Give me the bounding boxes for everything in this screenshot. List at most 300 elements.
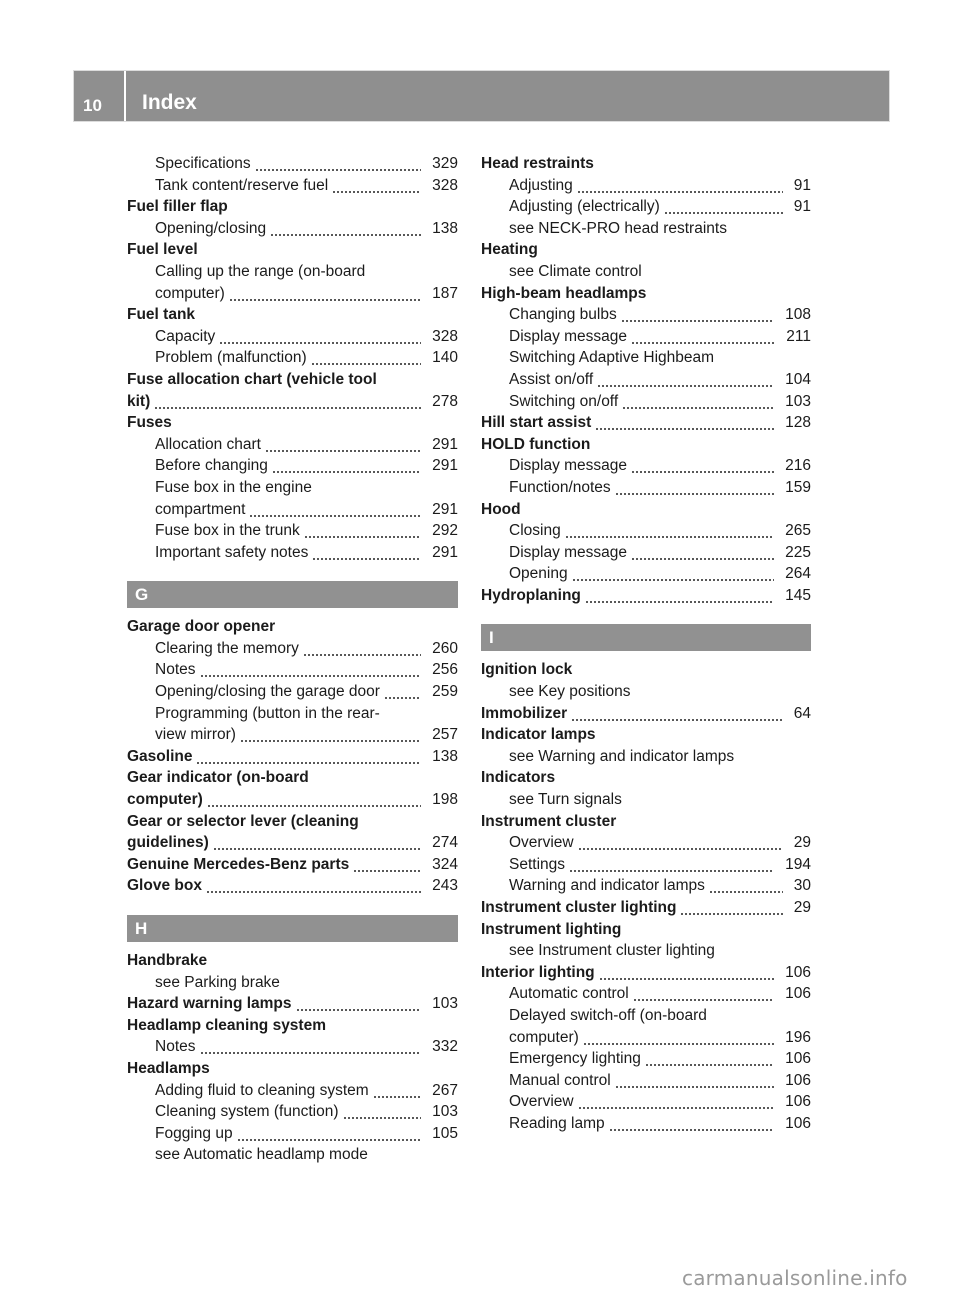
entry-label: computer) xyxy=(155,284,225,302)
dot-leader xyxy=(206,875,421,897)
entry-label: Overview xyxy=(509,834,574,852)
entry-label: High-beam headlamps xyxy=(481,284,647,302)
index-subentry xyxy=(481,681,811,703)
index-line xyxy=(481,218,811,240)
entry-label: Assist on/off xyxy=(509,370,594,388)
index-line xyxy=(481,326,811,348)
index-line xyxy=(481,434,811,456)
index-line xyxy=(481,369,811,391)
entry-label: HOLD function xyxy=(481,435,591,453)
dot-leader xyxy=(373,1080,421,1102)
index-subentry xyxy=(481,477,811,499)
dot-leader xyxy=(633,983,774,1005)
index-line xyxy=(481,1027,811,1049)
entry-label: Programming (button in the rear- xyxy=(155,704,380,722)
entry-label: Fuel tank xyxy=(127,306,196,324)
dot-leader xyxy=(597,369,774,391)
index-heading xyxy=(481,659,811,681)
dot-leader xyxy=(595,412,774,434)
entry-label: Warning and indicator lamps xyxy=(509,877,705,895)
index-column-left xyxy=(127,153,458,1166)
index-subentry xyxy=(127,326,458,348)
index-line xyxy=(481,919,811,941)
index-heading xyxy=(127,875,458,897)
page-reference: 91 xyxy=(793,198,811,216)
entry-label: Important safety notes xyxy=(155,543,309,561)
dot-leader xyxy=(577,175,783,197)
index-line xyxy=(127,304,458,326)
index-subentry xyxy=(481,563,811,585)
index-line xyxy=(481,455,811,477)
index-line xyxy=(481,703,811,725)
index-subentry xyxy=(481,832,811,854)
entry-label: Notes xyxy=(155,1038,196,1056)
index-subentry xyxy=(481,542,811,564)
index-subentry xyxy=(127,638,458,660)
index-line xyxy=(127,746,458,768)
index-subentry xyxy=(127,261,458,304)
dot-leader xyxy=(270,218,421,240)
entry-label: Cleaning system (function) xyxy=(155,1103,339,1121)
page-reference: 328 xyxy=(432,327,458,345)
entry-label: Tank content/reserve fuel xyxy=(155,176,329,194)
dot-leader xyxy=(615,477,774,499)
page-reference: 29 xyxy=(793,899,811,916)
index-subentry xyxy=(127,659,458,681)
entry-label: Allocation chart xyxy=(155,435,261,453)
entry-label: Clearing the memory xyxy=(155,639,299,657)
dot-leader xyxy=(599,962,774,984)
entry-label: see Turn signals xyxy=(509,791,622,809)
page-reference: 91 xyxy=(793,176,811,194)
dot-leader xyxy=(631,542,774,564)
page-reference: 29 xyxy=(793,834,811,852)
index-heading xyxy=(127,369,458,412)
entry-label: Settings xyxy=(509,855,566,873)
index-heading xyxy=(127,304,458,326)
index-subentry xyxy=(481,520,811,542)
entry-label: Emergency lighting xyxy=(509,1050,641,1068)
index-line xyxy=(481,724,811,746)
index-heading xyxy=(481,499,811,521)
page-reference: 216 xyxy=(785,457,811,475)
dot-leader xyxy=(249,499,421,521)
index-heading xyxy=(481,412,811,434)
page-reference: 274 xyxy=(432,834,458,852)
page-reference: 105 xyxy=(432,1124,458,1142)
entry-label: Opening xyxy=(509,565,568,583)
entry-label: Manual control xyxy=(509,1071,611,1089)
dot-leader xyxy=(353,854,421,876)
index-subentry xyxy=(127,347,458,369)
index-line xyxy=(127,1058,458,1080)
entry-label: see Climate control xyxy=(509,262,642,280)
page-reference: 103 xyxy=(432,995,458,1013)
dot-leader xyxy=(709,875,783,897)
page-number: 10 xyxy=(83,96,102,115)
index-subentry xyxy=(127,1101,458,1123)
entry-label: Closing xyxy=(509,522,561,540)
dot-leader xyxy=(622,391,774,413)
index-line xyxy=(127,239,458,261)
page-reference: 106 xyxy=(785,1050,811,1068)
index-subentry xyxy=(127,972,458,994)
index-subentry xyxy=(481,347,811,390)
index-line xyxy=(127,789,458,811)
index-line xyxy=(481,854,811,876)
index-line xyxy=(127,703,458,725)
index-subentry xyxy=(127,175,458,197)
page-reference: 138 xyxy=(432,219,458,237)
index-heading xyxy=(127,196,458,218)
page-reference: 106 xyxy=(785,1114,811,1132)
index-line xyxy=(127,369,458,391)
page-reference: 159 xyxy=(785,478,811,496)
index-line xyxy=(481,789,811,811)
index-heading xyxy=(481,897,811,919)
page-reference: 103 xyxy=(785,392,811,410)
entry-label: Calling up the range (on-board xyxy=(155,262,366,280)
entry-label: view mirror) xyxy=(155,726,236,744)
index-line xyxy=(481,1113,811,1135)
page-reference: 145 xyxy=(785,586,811,604)
index-line xyxy=(127,875,458,897)
index-line xyxy=(481,1048,811,1070)
index-line xyxy=(127,283,458,305)
dot-leader xyxy=(265,434,421,456)
index-line xyxy=(127,153,458,175)
index-line xyxy=(127,412,458,434)
entry-label: Changing bulbs xyxy=(509,306,617,324)
page-reference: 196 xyxy=(785,1028,811,1046)
page-reference: 324 xyxy=(432,855,458,873)
page-reference: 259 xyxy=(432,683,458,701)
index-line xyxy=(127,724,458,746)
index-subentry xyxy=(127,434,458,456)
page-reference: 64 xyxy=(793,704,811,722)
index-line xyxy=(127,542,458,564)
index-line xyxy=(127,1123,458,1145)
index-line xyxy=(127,196,458,218)
entry-label: Adding fluid to cleaning system xyxy=(155,1081,369,1099)
index-line xyxy=(127,832,458,854)
page-reference: 138 xyxy=(432,747,458,765)
index-line xyxy=(481,175,811,197)
entry-label: Immobilizer xyxy=(481,704,568,722)
entry-label: Delayed switch-off (on-board xyxy=(509,1006,707,1024)
dot-leader xyxy=(578,1091,775,1113)
index-heading xyxy=(127,239,458,261)
page-reference: 30 xyxy=(793,877,811,895)
entry-label: compartment xyxy=(155,500,246,518)
dot-leader xyxy=(631,326,775,348)
index-line xyxy=(481,347,811,369)
index-line xyxy=(127,616,458,638)
index-line xyxy=(481,767,811,789)
index-subentry xyxy=(481,218,811,240)
index-line xyxy=(481,832,811,854)
dot-leader xyxy=(645,1048,774,1070)
index-heading xyxy=(481,585,811,607)
page-reference: 291 xyxy=(432,500,458,518)
entry-label: Function/notes xyxy=(509,478,611,496)
entry-label: Headlamp cleaning system xyxy=(127,1016,326,1034)
index-heading xyxy=(481,703,811,725)
index-subentry xyxy=(127,477,458,520)
entry-label: Specifications xyxy=(155,155,251,172)
entry-label: Display message xyxy=(509,457,628,475)
entry-label: see Key positions xyxy=(509,683,631,701)
dot-leader xyxy=(255,153,421,175)
dot-leader xyxy=(615,1070,774,1092)
page-reference: 140 xyxy=(432,349,458,367)
page-reference: 106 xyxy=(785,963,811,981)
dot-leader xyxy=(332,175,421,197)
entry-label: see Parking brake xyxy=(155,973,280,991)
index-subentry xyxy=(481,304,811,326)
dot-leader xyxy=(571,703,783,725)
index-heading xyxy=(127,854,458,876)
index-subentry xyxy=(127,1080,458,1102)
index-line xyxy=(127,1036,458,1058)
index-heading xyxy=(127,950,458,972)
index-line xyxy=(481,1091,811,1113)
index-line xyxy=(127,1015,458,1037)
index-line xyxy=(127,638,458,660)
entry-label: Opening/closing xyxy=(155,219,267,237)
entry-label: Genuine Mercedes-Benz parts xyxy=(127,855,350,873)
entry-label: Switching on/off xyxy=(509,392,619,410)
index-line xyxy=(481,875,811,897)
entry-label: see Automatic headlamp mode xyxy=(155,1146,368,1164)
entry-label: Gear or selector lever (cleaning xyxy=(127,812,359,830)
index-line xyxy=(127,854,458,876)
index-subentry xyxy=(127,703,458,746)
index-line xyxy=(481,811,811,833)
entry-label: Overview xyxy=(509,1093,574,1111)
page-header-bar xyxy=(74,71,889,121)
index-subentry xyxy=(481,1048,811,1070)
page-reference: 187 xyxy=(432,284,458,302)
page-reference: 104 xyxy=(785,370,811,388)
dot-leader xyxy=(578,832,783,854)
index-line xyxy=(127,175,458,197)
entry-label: Interior lighting xyxy=(481,963,595,981)
index-subentry xyxy=(481,746,811,768)
index-subentry xyxy=(127,1036,458,1058)
entry-label: guidelines) xyxy=(127,834,209,852)
index-line xyxy=(481,153,811,175)
index-line xyxy=(481,261,811,283)
index-subentry xyxy=(481,983,811,1005)
index-line xyxy=(481,1005,811,1027)
page-reference: 194 xyxy=(785,855,811,873)
page-reference: 278 xyxy=(432,392,458,410)
dot-leader xyxy=(296,993,422,1015)
entry-label: see NECK-PRO head restraints xyxy=(509,219,727,237)
entry-label: Indicators xyxy=(481,769,556,787)
index-subentry xyxy=(481,455,811,477)
index-subentry xyxy=(127,542,458,564)
entry-label: Fuse allocation chart (vehicle tool xyxy=(127,370,377,388)
index-heading xyxy=(481,919,811,941)
index-line xyxy=(481,585,811,607)
index-subentry xyxy=(127,520,458,542)
index-subentry xyxy=(127,153,458,175)
index-heading xyxy=(481,962,811,984)
dot-leader xyxy=(303,638,421,660)
page-reference: 264 xyxy=(785,565,811,583)
entry-label: Notes xyxy=(155,661,196,679)
index-subentry xyxy=(127,681,458,703)
index-line xyxy=(481,239,811,261)
dot-leader xyxy=(154,391,421,413)
index-subentry xyxy=(481,1005,811,1048)
index-line xyxy=(481,681,811,703)
dot-leader xyxy=(621,304,774,326)
page-title: Index xyxy=(142,91,197,114)
index-line xyxy=(127,391,458,413)
dot-leader xyxy=(237,1123,422,1145)
index-line xyxy=(127,767,458,789)
entry-label: Display message xyxy=(509,327,628,345)
index-heading xyxy=(127,811,458,854)
entry-label: Fogging up xyxy=(155,1124,233,1142)
index-line xyxy=(481,520,811,542)
entry-label: Hill start assist xyxy=(481,414,592,432)
entry-label: Hydroplaning xyxy=(481,586,581,604)
page-reference: 128 xyxy=(785,414,811,432)
entry-label: Ignition lock xyxy=(481,661,573,679)
entry-label: Capacity xyxy=(155,327,216,345)
dot-leader xyxy=(609,1113,774,1135)
dot-leader xyxy=(272,455,421,477)
index-heading xyxy=(481,283,811,305)
page-reference: 332 xyxy=(432,1038,458,1056)
entry-label: Problem (malfunction) xyxy=(155,349,307,367)
index-line xyxy=(481,940,811,962)
index-subentry xyxy=(481,854,811,876)
index-heading xyxy=(127,616,458,638)
dot-leader xyxy=(240,724,421,746)
index-heading xyxy=(127,993,458,1015)
index-line xyxy=(481,962,811,984)
index-heading xyxy=(481,239,811,261)
dot-leader xyxy=(572,563,775,585)
page-reference: 260 xyxy=(432,639,458,657)
index-subentry xyxy=(481,875,811,897)
entry-label: see Instrument cluster lighting xyxy=(509,942,715,960)
index-subentry xyxy=(481,1070,811,1092)
section-letter-bar: H xyxy=(127,915,458,942)
entry-label: Fuel filler flap xyxy=(127,198,228,216)
index-heading xyxy=(481,767,811,789)
index-line xyxy=(127,499,458,521)
index-heading xyxy=(127,1015,458,1037)
page-reference: 225 xyxy=(785,543,811,561)
index-line xyxy=(481,746,811,768)
index-heading xyxy=(127,1058,458,1080)
entry-label: Instrument lighting xyxy=(481,920,622,938)
index-heading xyxy=(127,746,458,768)
dot-leader xyxy=(312,542,421,564)
entry-label: Fuel level xyxy=(127,241,198,259)
page-reference: 257 xyxy=(432,726,458,744)
index-line xyxy=(481,563,811,585)
index-line xyxy=(127,520,458,542)
entry-label: Adjusting xyxy=(509,176,573,194)
page-reference: 103 xyxy=(432,1103,458,1121)
entry-label: Gear indicator (on-board xyxy=(127,769,309,787)
page-reference: 291 xyxy=(432,457,458,475)
page-reference: 265 xyxy=(785,522,811,540)
entry-label: Opening/closing the garage door xyxy=(155,683,380,701)
entry-label: Fuses xyxy=(127,414,172,432)
dot-leader xyxy=(311,347,422,369)
index-line xyxy=(481,304,811,326)
entry-label: Display message xyxy=(509,543,628,561)
entry-label: Automatic control xyxy=(509,985,629,1003)
index-heading xyxy=(127,412,458,434)
entry-label: Indicator lamps xyxy=(481,726,596,744)
index-subentry xyxy=(127,1144,458,1166)
page-reference: 291 xyxy=(432,543,458,561)
index-line xyxy=(127,347,458,369)
dot-leader xyxy=(631,455,774,477)
section-letter-bar: G xyxy=(127,581,458,608)
index-line xyxy=(127,659,458,681)
index-line xyxy=(481,983,811,1005)
page-number-box xyxy=(74,71,126,121)
index-subentry xyxy=(481,261,811,283)
index-line xyxy=(127,1080,458,1102)
index-line xyxy=(127,972,458,994)
index-subentry xyxy=(127,1123,458,1145)
page-reference: 256 xyxy=(432,661,458,679)
index-line xyxy=(127,218,458,240)
entry-label: Fuse box in the trunk xyxy=(155,522,300,540)
index-line xyxy=(481,391,811,413)
index-subentry xyxy=(481,196,811,218)
entry-label: Instrument cluster xyxy=(481,812,617,830)
index-subentry xyxy=(481,326,811,348)
entry-label: Before changing xyxy=(155,457,268,475)
index-column-right xyxy=(481,153,811,1135)
index-subentry xyxy=(481,1091,811,1113)
entry-label: Garage door opener xyxy=(127,618,276,636)
entry-label: Glove box xyxy=(127,877,202,895)
dot-leader xyxy=(304,520,421,542)
index-line xyxy=(481,659,811,681)
index-subentry xyxy=(481,391,811,413)
index-line xyxy=(481,477,811,499)
entry-label: Handbrake xyxy=(127,952,208,969)
page-reference: 211 xyxy=(786,327,811,345)
dot-leader xyxy=(229,283,421,305)
index-line xyxy=(127,950,458,972)
index-subentry xyxy=(481,940,811,962)
dot-leader xyxy=(213,832,421,854)
index-line xyxy=(481,283,811,305)
entry-label: Gasoline xyxy=(127,747,193,765)
page-reference: 198 xyxy=(432,791,458,809)
page-reference: 106 xyxy=(785,1093,811,1111)
page-reference: 243 xyxy=(432,877,458,895)
entry-label: Hazard warning lamps xyxy=(127,995,292,1013)
index-line xyxy=(481,542,811,564)
index-line xyxy=(127,261,458,283)
index-line xyxy=(481,412,811,434)
